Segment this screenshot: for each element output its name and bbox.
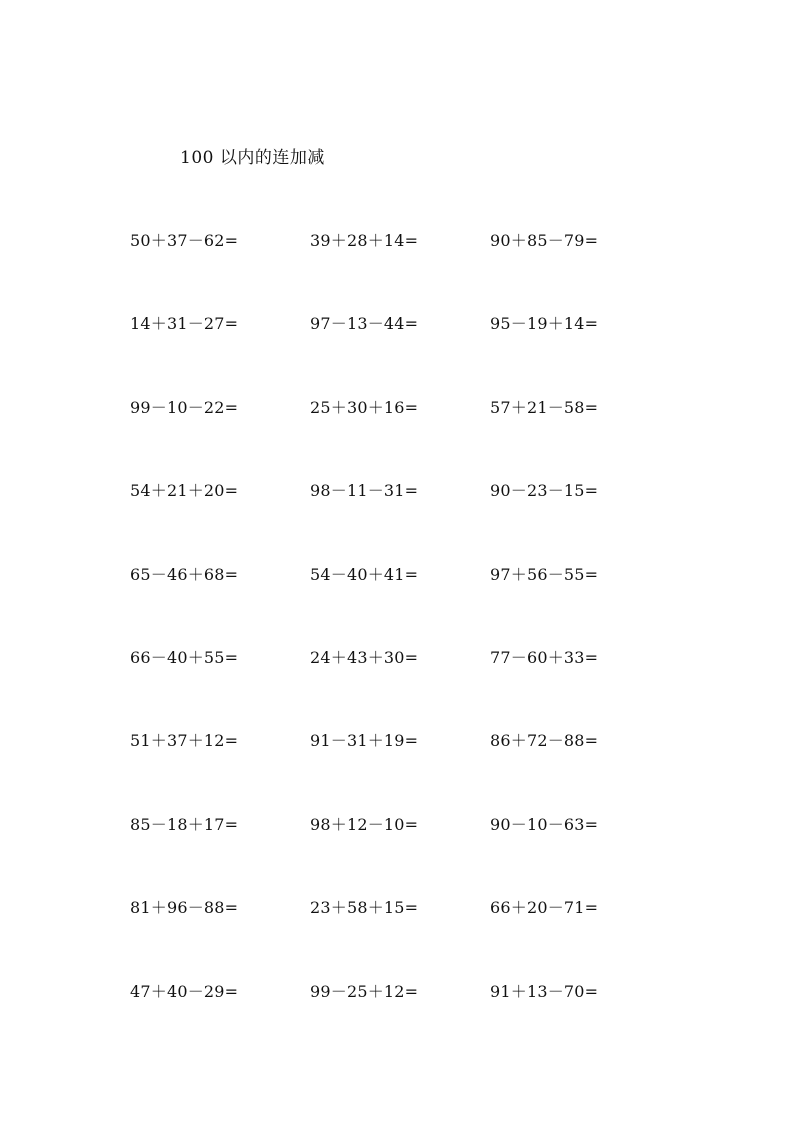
- arithmetic-problem: 97＋56－55=: [490, 564, 599, 584]
- problem-row: [130, 563, 670, 646]
- arithmetic-problem: 47＋40－29=: [130, 981, 239, 1001]
- arithmetic-problem: 90－23－15=: [490, 481, 599, 501]
- arithmetic-problem: 91＋13－70=: [490, 981, 599, 1001]
- arithmetic-problem: 90－10－63=: [490, 814, 599, 834]
- problem-row: [130, 980, 670, 1063]
- arithmetic-problem: 95－19＋14=: [490, 314, 599, 334]
- problem-row: [130, 479, 670, 562]
- arithmetic-problem: 91－31＋19=: [310, 731, 419, 751]
- arithmetic-problem: 65－46＋68=: [130, 564, 239, 584]
- arithmetic-problem: 51＋37＋12=: [130, 731, 239, 751]
- arithmetic-problem: 86＋72－88=: [490, 731, 599, 751]
- arithmetic-problem: 90＋85－79=: [490, 231, 599, 250]
- arithmetic-problem: 97－13－44=: [310, 314, 419, 334]
- problem-row: [130, 813, 670, 896]
- arithmetic-problem: 66＋20－71=: [490, 898, 599, 918]
- arithmetic-problem: 14＋31－27=: [130, 314, 239, 334]
- arithmetic-problem: 99－10－22=: [130, 397, 239, 417]
- problem-grid: [130, 229, 670, 1063]
- arithmetic-problem: 85－18＋17=: [130, 814, 239, 834]
- problem-row: [130, 312, 670, 395]
- problem-row: [130, 229, 670, 312]
- problem-row: [130, 729, 670, 812]
- arithmetic-problem: 54＋21＋20=: [130, 481, 239, 501]
- problem-row: [130, 396, 670, 479]
- arithmetic-problem: 98－11－31=: [310, 481, 419, 501]
- arithmetic-problem: 24＋43＋30=: [310, 647, 419, 667]
- arithmetic-problem: 39＋28＋14=: [310, 231, 419, 250]
- arithmetic-problem: 98＋12－10=: [310, 814, 419, 834]
- arithmetic-problem: 23＋58＋15=: [310, 898, 419, 918]
- problem-row: [130, 896, 670, 979]
- worksheet-title: 100 以内的连加减: [180, 148, 325, 168]
- arithmetic-problem: 77－60＋33=: [490, 647, 599, 667]
- arithmetic-problem: 66－40＋55=: [130, 647, 239, 667]
- arithmetic-problem: 25＋30＋16=: [310, 397, 419, 417]
- arithmetic-problem: 81＋96－88=: [130, 898, 239, 918]
- problem-row: [130, 646, 670, 729]
- arithmetic-problem: 99－25＋12=: [310, 981, 419, 1001]
- arithmetic-problem: 50＋37－62=: [130, 231, 239, 250]
- arithmetic-problem: 54－40＋41=: [310, 564, 419, 584]
- arithmetic-problem: 57＋21－58=: [490, 397, 599, 417]
